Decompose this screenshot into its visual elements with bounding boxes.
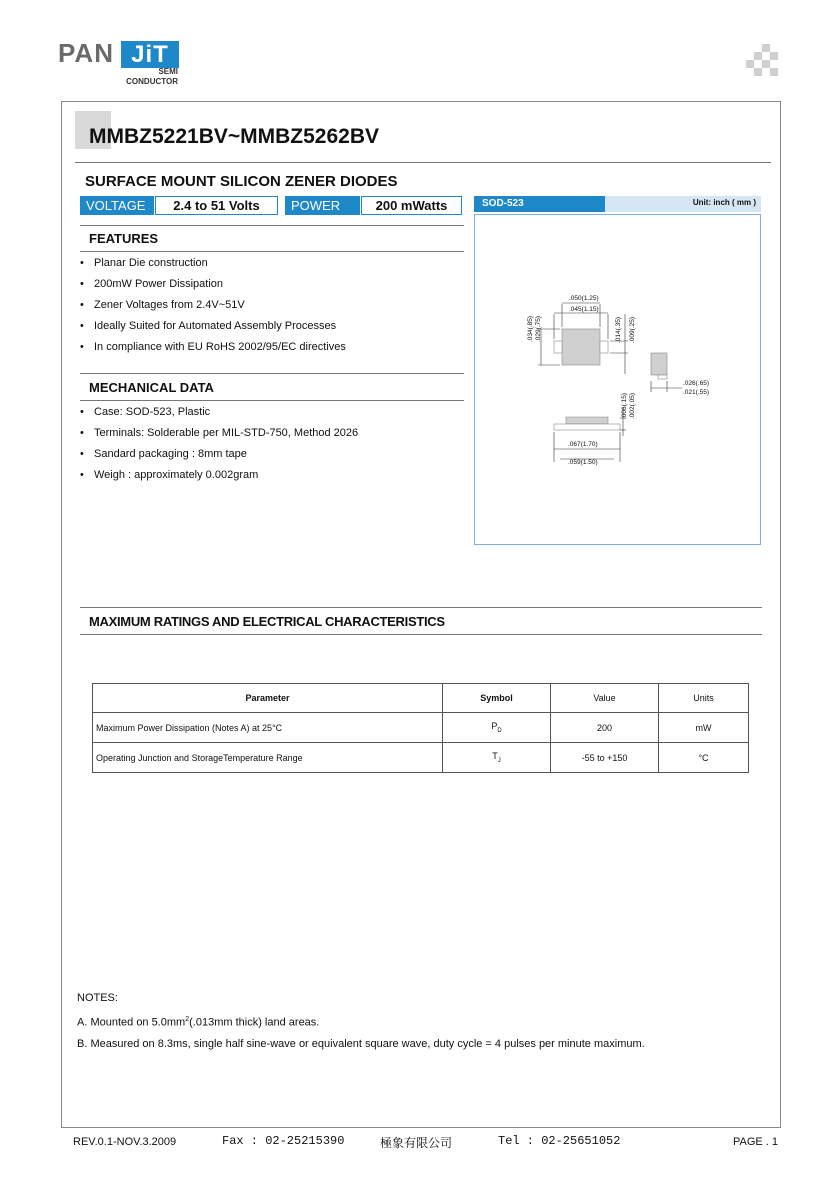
features-bottom-rule	[80, 251, 464, 252]
document-subtitle: SURFACE MOUNT SILICON ZENER DIODES	[85, 173, 398, 190]
logo-jit-badge: JiT	[121, 41, 179, 68]
cell-value: -55 to +150	[551, 743, 659, 773]
list-item: • Ideally Suited for Automated Assembly Processes	[80, 316, 464, 337]
dim-top-w1: .050(1.25)	[569, 295, 599, 302]
list-item: • In compliance with EU RoHS 2002/95/EC directives	[80, 337, 464, 358]
title-divider	[75, 162, 771, 163]
cell-symbol	[443, 743, 551, 773]
dim-side-w1: .026(.65)	[683, 380, 710, 387]
list-item: • Terminals: Solderable per MIL-STD-750, Method 2026	[80, 423, 464, 444]
cell-units: °C	[659, 743, 749, 773]
cell-units: mW	[659, 713, 749, 743]
table-row	[93, 743, 749, 773]
power-value-tag: 200 mWatts	[361, 196, 462, 215]
dim-bottom-h2: .002(.05)	[629, 392, 636, 419]
note-b: B. Measured on 8.3ms, single half sine-wave or equivalent square wave, duty cycle = 4 pulses per minute maximum.	[77, 1037, 645, 1050]
cell-parameter: Maximum Power Dissipation (Notes A) at 25°C	[93, 713, 443, 743]
decor-square	[770, 68, 778, 76]
package-unit-label: Unit: inch ( mm )	[692, 198, 756, 207]
ratings-top-rule	[80, 607, 762, 608]
dim-left-h2: .029(.75)	[535, 315, 542, 342]
note-a-text: A. Mounted on 5.0mm	[77, 1016, 186, 1029]
features-top-rule	[80, 225, 464, 226]
logo-conductor: CONDUCTOR	[126, 77, 178, 86]
note-a	[77, 1009, 777, 1034]
notes-section	[77, 988, 777, 1055]
logo-pan-text: PAN	[58, 38, 114, 68]
dim-side-w2: .021(.55)	[683, 389, 710, 396]
decor-square	[754, 52, 762, 60]
footer-company: 極象有限公司	[380, 1136, 453, 1150]
power-label-tag: POWER	[285, 196, 360, 215]
dim-bottom-w1: .067(1.70)	[568, 441, 598, 448]
footer-tel: Tel : 02-25651052	[498, 1134, 621, 1148]
voltage-label-tag: VOLTAGE	[80, 196, 154, 215]
symbol-main: T	[492, 751, 498, 762]
dim-right-h1: .014(.35)	[615, 316, 622, 343]
voltage-value-tag: 2.4 to 51 Volts	[155, 196, 278, 215]
mechanical-top-rule	[80, 373, 464, 374]
logo-semi: SEMI	[158, 67, 178, 76]
mechanical-list	[80, 402, 464, 486]
mechanical-bottom-rule	[80, 400, 464, 401]
decor-square	[746, 60, 754, 68]
dim-bottom-w2: .059(1.50)	[568, 459, 598, 466]
package-name-tag: SOD-523	[474, 196, 605, 212]
page-title: MMBZ5221BV~MMBZ5262BV	[89, 125, 380, 148]
decor-square	[762, 44, 770, 52]
decor-square	[754, 68, 762, 76]
note-a-superscript: 2	[185, 1016, 190, 1023]
revision-label: REV.0.1-NOV.3.2009	[73, 1136, 177, 1148]
list-item: • Planar Die construction	[80, 253, 464, 274]
ratings-heading: MAXIMUM RATINGS AND ELECTRICAL CHARACTERISTICS	[89, 614, 445, 629]
decor-square	[770, 52, 778, 60]
decor-square	[762, 60, 770, 68]
col-header-parameter: Parameter	[93, 684, 443, 713]
mechanical-heading: MECHANICAL DATA	[89, 380, 214, 395]
table-row	[93, 713, 749, 743]
logo-subtext	[122, 67, 178, 87]
features-heading: FEATURES	[89, 231, 159, 246]
list-item: • 200mW Power Dissipation	[80, 274, 464, 295]
notes-heading: NOTES:	[77, 992, 118, 1004]
package-outline-drawing	[474, 214, 761, 545]
col-header-value: Value	[551, 684, 659, 713]
dim-bottom-h1: .006(.15)	[621, 392, 628, 419]
symbol-sub: D	[497, 727, 502, 734]
list-item: • Case: SOD-523, Plastic	[80, 402, 464, 423]
dim-left-h1: .034(.85)	[527, 315, 534, 342]
note-a-text-end: (.013mm thick) land areas.	[189, 1016, 320, 1029]
col-header-symbol: Symbol	[443, 684, 551, 713]
ratings-table	[92, 683, 749, 773]
page-number: PAGE . 1	[733, 1136, 779, 1148]
dim-top-w2: .045(1.15)	[569, 306, 599, 313]
ratings-bottom-rule	[80, 634, 762, 635]
features-list	[80, 253, 464, 358]
footer-fax: Fax : 02-25215390	[222, 1134, 345, 1148]
symbol-main: P	[491, 721, 498, 732]
dim-right-h2: .009(.25)	[629, 316, 636, 343]
cell-symbol	[443, 713, 551, 743]
cell-parameter: Operating Junction and StorageTemperature Range	[93, 743, 443, 773]
cell-value: 200	[551, 713, 659, 743]
col-header-units: Units	[659, 684, 749, 713]
symbol-sub: J	[497, 757, 501, 764]
list-item: • Sandard packaging : 8mm tape	[80, 444, 464, 465]
list-item: • Weigh : approximately 0.002gram	[80, 465, 464, 486]
table-header-row	[93, 684, 749, 713]
list-item: • Zener Voltages from 2.4V~51V	[80, 295, 464, 316]
